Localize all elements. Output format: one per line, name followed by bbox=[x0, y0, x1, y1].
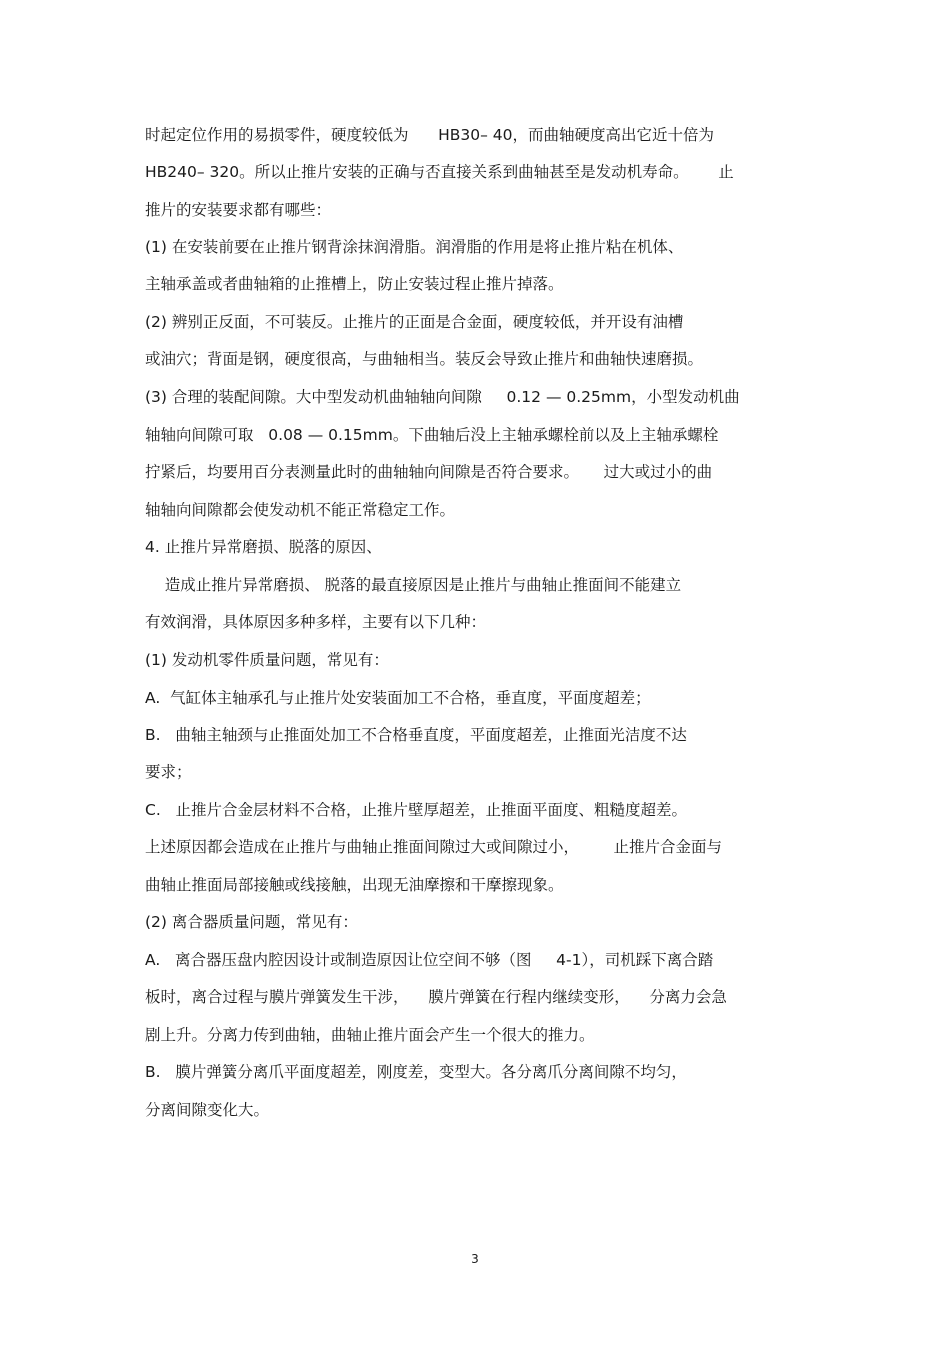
text-line: B. 膜片弹簧分离爪平面度超差，刚度差，变型大。各分离爪分离间隙不均匀， bbox=[145, 1063, 687, 1081]
text-line: A. 气缸体主轴承孔与止推片处安装面加工不合格，垂直度，平面度超差； bbox=[145, 689, 651, 707]
text-line: 轴轴向间隙可取 0.08 — 0.15mm。下曲轴后没上主轴承螺栓前以及上主轴承螺栓 bbox=[145, 426, 719, 444]
text-line: 板时，离合过程与膜片弹簧发生干涉， 膜片弹簧在行程内继续变形， 分离力会急 bbox=[145, 988, 727, 1006]
page-number: 3 bbox=[471, 1252, 479, 1266]
section-heading: 4. 止推片异常磨损、脱落的原因、 bbox=[145, 538, 382, 556]
text-line: 推片的安装要求都有哪些： bbox=[145, 201, 332, 219]
text-line: (1) 在安装前要在止推片钢背涂抹润滑脂。润滑脂的作用是将止推片粘在机体、 bbox=[145, 238, 684, 256]
text-line: 上述原因都会造成在止推片与曲轴止推面间隙过大或间隙过小， 止推片合金面与 bbox=[145, 838, 722, 856]
text-line: (3) 合理的装配间隙。大中型发动机曲轴轴向间隙 0.12 — 0.25mm，小型发动机曲 bbox=[145, 388, 740, 406]
text-line: A. 离合器压盘内腔因设计或制造原因让位空间不够（图 4-1），司机踩下离合踏 bbox=[145, 951, 714, 969]
text-line: C. 止推片合金层材料不合格，止推片壁厚超差，止推面平面度、粗糙度超差。 bbox=[145, 801, 688, 819]
text-line: 剧上升。分离力传到曲轴，曲轴止推片面会产生一个很大的推力。 bbox=[145, 1026, 595, 1044]
text-line: (1) 发动机零件质量问题，常见有： bbox=[145, 651, 389, 669]
text-line: 要求； bbox=[145, 763, 192, 781]
text-line: 时起定位作用的易损零件，硬度较低为 HB30– 40，而曲轴硬度高出它近十倍为 bbox=[145, 126, 714, 144]
text-line: B. 曲轴主轴颈与止推面处加工不合格垂直度，平面度超差，止推面光洁度不达 bbox=[145, 726, 687, 744]
text-line: (2) 离合器质量问题，常见有： bbox=[145, 913, 358, 931]
text-line: 或油穴；背面是钢，硬度很高，与曲轴相当。装反会导致止推片和曲轴快速磨损。 bbox=[145, 350, 704, 368]
text-line: 拧紧后，均要用百分表测量此时的曲轴轴向间隙是否符合要求。 过大或过小的曲 bbox=[145, 463, 713, 481]
text-line: (2) 辨别正反面，不可装反。止推片的正面是合金面，硬度较低，并开设有油槽 bbox=[145, 313, 684, 331]
text-line: 曲轴止推面局部接触或线接触，出现无油摩擦和干摩擦现象。 bbox=[145, 876, 564, 894]
text-line: 有效润滑，具体原因多种多样，主要有以下几种： bbox=[145, 613, 487, 631]
text-line: HB240– 320。所以止推片安装的正确与否直接关系到曲轴甚至是发动机寿命。 止 bbox=[145, 163, 734, 181]
text-line: 造成止推片异常磨损、 脱落的最直接原因是止推片与曲轴止推面间不能建立 bbox=[145, 576, 682, 594]
text-line: 分离间隙变化大。 bbox=[145, 1101, 270, 1119]
text-line: 主轴承盖或者曲轴箱的止推槽上，防止安装过程止推片掉落。 bbox=[145, 275, 564, 293]
text-line: 轴轴向间隙都会使发动机不能正常稳定工作。 bbox=[145, 501, 456, 519]
